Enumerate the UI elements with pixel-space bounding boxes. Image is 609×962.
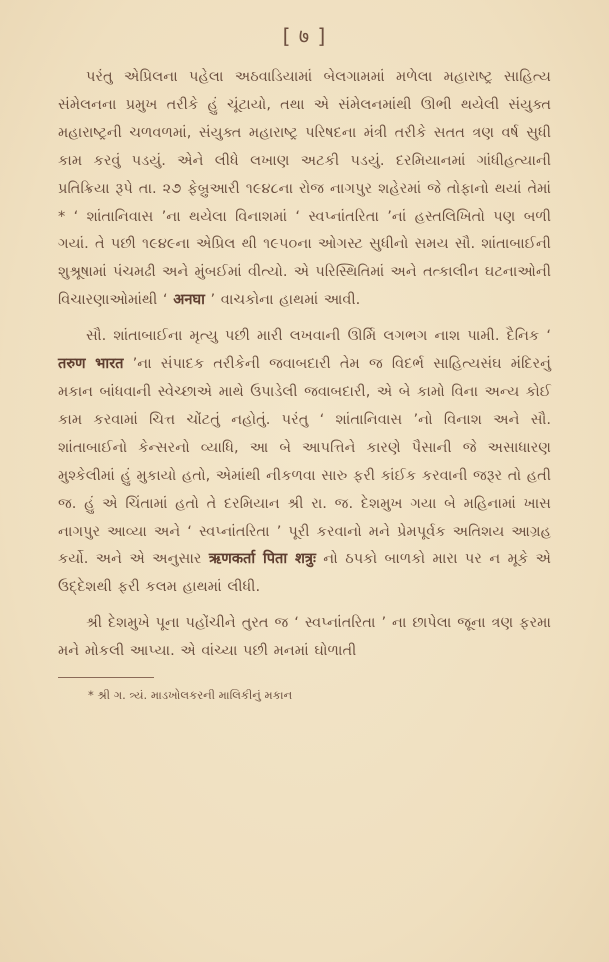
book-title-anagha: अनघा <box>173 291 205 309</box>
paragraph-2 <box>58 322 551 601</box>
paragraph-text: નો ઠપકો બાળકો મારા પર ન મૂકે એ ઉદ્દેશથી ફરી કલમ હાથમાં લીધી. <box>58 550 551 596</box>
paragraph-text: શ્રી દેશમુખે પૂના પહોંચીને તુરત જ ‘ સ્વપ્નાંતરિતા ’ ના છાપેલા જૂના ત્રણ ફરમા મને મોકલી આપ્યા. એ વાંચ્યા પછી મનમાં ઘોળાતી <box>58 614 551 660</box>
footnote-divider <box>58 677 154 678</box>
paragraph-text: પરંતુ એપ્રિલના પહેલા અઠવાડિયામાં બેલગામમાં મળેલા મહારાષ્ટ્ર સાહિત્ય સંમેલનના પ્રમુખ તરીકે હું ચૂંટાયો, તથા એ સંમેલનમાંથી ઊભી થયેલી સંયુક્ત મહારાષ્ટ્રની ચળવળમાં, સંયુક્ત મહારાષ્ટ્ર પરિષદના મંત્રી તરીકે સતત ત્રણ વર્ષ સુધી કામ કરવું પડયું. એને લીધે લખાણ અટકી પડયું. દરમિયાનમાં ગાંધીહત્યાની પ્રતિક્રિયા રૂપે તા. ૨૭ ફેબ્રુઆરી ૧૯૪૮ના રોજ નાગપુર શહેરમાં જે તોફાનો થયાં તેમાં * ‘ શાંતાનિવાસ ’ના થયેલા વિનાશમાં ‘ સ્વપ્નાંતરિતા ’નાં હસ્તલિખિતો પણ બળી ગયાં. તે પછી ૧૯૪૯ના એપ્રિલ થી ૧૯૫૦ના ઓગસ્ટ સુધીનો સમય સૌ. શાંતાબાઈની શુશ્રૂષામાં પંચમઢી અને મુંબઈમાં વીત્યો. એ પરિસ્થિતિમાં અને તત્કાલીન ઘટનાઓની વિચારણાઓમાંથી ‘ <box>58 68 551 309</box>
paragraph-text: સૌ. શાંતાબાઈના મૃત્યુ પછી મારી લખવાની ઊર્મિ લગભગ નાશ પામી. દૈનિક ‘ <box>86 327 551 345</box>
paragraph-text: ’ના સંપાદક તરીકેની જવાબદારી તેમ જ વિદર્ભ સાહિત્યસંઘ મંદિરનું મકાન બાંધવાની સ્વેચ્છાએ માથે ઉપાડેલી જવાબદારી, એ બે કામો વિના અન્ય કોઈ કામ કરવામાં ચિત્ત ચોંટતું નહોતું. પરંતુ ‘ શાંતાનિવાસ ’નો વિનાશ અને સૌ. શાંતાબાઈનો કેન્સરનો વ્યાધિ, આ બે આપત્તિને કારણે પૈસાની જે અસાધારણ મુશ્કેલીમાં હું મુકાયો હતો, એમાંથી નીકળવા સારુ ફરી કાંઈક કરવાની જરૂર તો હતી જ. હું એ ચિંતામાં હતો તે દરમિયાન શ્રી રા. જ. દેશમુખ ગયા બે મહિનામાં ખાસ નાગપુર આવ્યા અને ‘ સ્વપ્નાંતરિતા ’ પૂરી કરવાનો મને પ્રેમપૂર્વક અતિશય આગ્રહ કર્યો. અને એ અનુસાર <box>58 355 551 568</box>
page-number: [ ७ ] <box>282 24 327 48</box>
sanskrit-quote: ऋणकर्ता पिता शत्रुः <box>208 550 316 568</box>
newspaper-title-tarun-bharat: तरुण भारत <box>58 355 124 373</box>
paragraph-1 <box>58 63 551 314</box>
footnote: * શ્રી ગ. ત્ર્યં. માડખોલકરની માલિકીનું મકાન <box>88 688 293 703</box>
paragraph-3 <box>58 609 551 665</box>
paragraph-text: ’ વાચકોના હાથમાં આવી. <box>204 291 361 309</box>
